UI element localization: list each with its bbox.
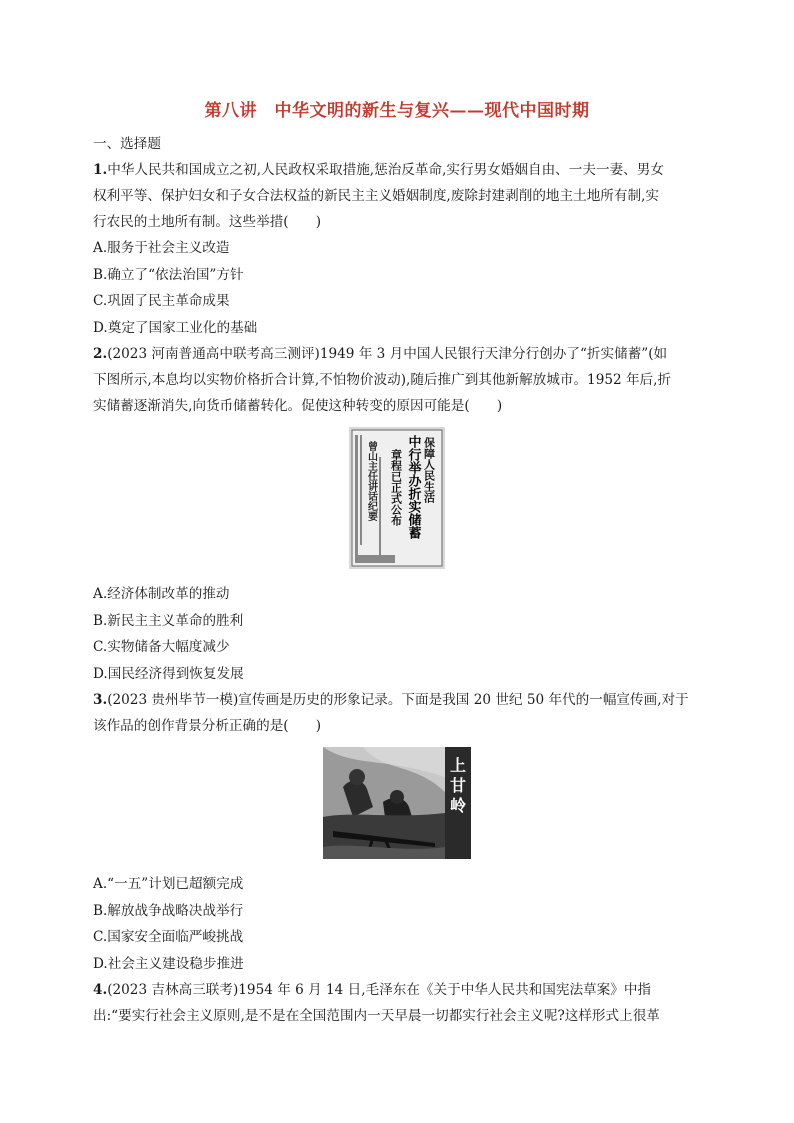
question-number: 4.	[93, 982, 108, 998]
question-line: 行农民的土地所有制。这些举措( )	[93, 214, 322, 230]
option-a[interactable]: A.经济体制改革的推动	[93, 586, 230, 602]
question-line: 4.(2023 吉林高三联考)1954 年 6 月 14 日,毛泽东在《关于中华人民共和国宪法草案》中指	[93, 982, 652, 998]
question-1	[93, 157, 700, 341]
question-number: 2.	[93, 346, 108, 362]
option-a[interactable]: A.服务于社会主义改造	[93, 240, 230, 256]
headline-col-1: 保障人民生活	[422, 437, 435, 503]
question-4	[93, 977, 700, 1029]
option-a[interactable]: A.“一五”计划已超额完成	[93, 876, 244, 892]
question-line: 实储蓄逐渐消失,向货币储蓄转化。促使这种转变的原因可能是( )	[93, 398, 503, 414]
option-d[interactable]: D.社会主义建设稳步推进	[93, 955, 244, 972]
question-number: 3.	[93, 692, 108, 708]
poster-title-char-3: 岭	[449, 796, 466, 815]
option-d[interactable]: D.奠定了国家工业化的基础	[93, 319, 258, 336]
section-heading: 一、选择题	[93, 136, 161, 152]
question-line: 权利平等、保护妇女和子女合法权益的新民主主义婚姻制度,废除封建剥削的地主土地所有制,实	[93, 188, 659, 204]
question-line: 出:“要实行社会主义原则,是不是在全国范围内一天早晨一切都实行社会主义呢?这样形式上很革	[93, 1008, 660, 1024]
document-content	[93, 131, 700, 1029]
question-line: 下图所示,本息均以实物价格折合计算,不怕物价波动),随后推广到其他新解放城市。1952 年后,折	[93, 372, 672, 388]
question-line: 3.(2023 贵州毕节一模)宣传画是历史的形象记录。下面是我国 20 世纪 50 年代的一幅宣传画,对于	[93, 692, 689, 708]
option-c[interactable]: C.实物储备大幅度减少	[93, 639, 230, 655]
option-b[interactable]: B.新民主主义革命的胜利	[93, 612, 244, 629]
option-d[interactable]: D.国民经济得到恢复发展	[93, 665, 244, 682]
question-2	[93, 341, 700, 687]
question-3	[93, 687, 700, 977]
page-title: 第八讲 中华文明的新生与复兴——现代中国时期	[204, 101, 590, 121]
side-headline: 曾山主任讲话纪要	[365, 441, 376, 521]
option-c[interactable]: C.国家安全面临严峻挑战	[93, 929, 244, 945]
question-line: 1.中华人民共和国成立之初,人民政权采取措施,惩治反革命,实行男女婚姻自由、一夫一妻、男女	[93, 162, 664, 178]
newspaper-clipping-icon	[349, 427, 445, 569]
option-c[interactable]: C.巩固了民主革命成果	[93, 293, 230, 309]
propaganda-poster-icon	[323, 747, 471, 859]
option-b[interactable]: B.确立了“依法治国”方针	[93, 266, 244, 283]
propaganda-poster-image	[93, 747, 700, 859]
newspaper-clipping-image	[93, 427, 700, 569]
headline-col-2: 中行举办折实储蓄	[405, 435, 420, 539]
question-line: 该作品的创作背景分析正确的是( )	[93, 718, 322, 734]
option-b[interactable]: B.解放战争战略决战举行	[93, 902, 244, 919]
headline-col-3: 章程已正式公布	[389, 449, 402, 526]
poster-title-char-2: 甘	[449, 776, 466, 795]
question-number: 1.	[93, 162, 108, 178]
poster-title-char-1: 上	[449, 756, 466, 775]
question-line: 2.(2023 河南普通高中联考高三测评)1949 年 3 月中国人民银行天津分行创办了“折实储蓄”(如	[93, 346, 668, 362]
